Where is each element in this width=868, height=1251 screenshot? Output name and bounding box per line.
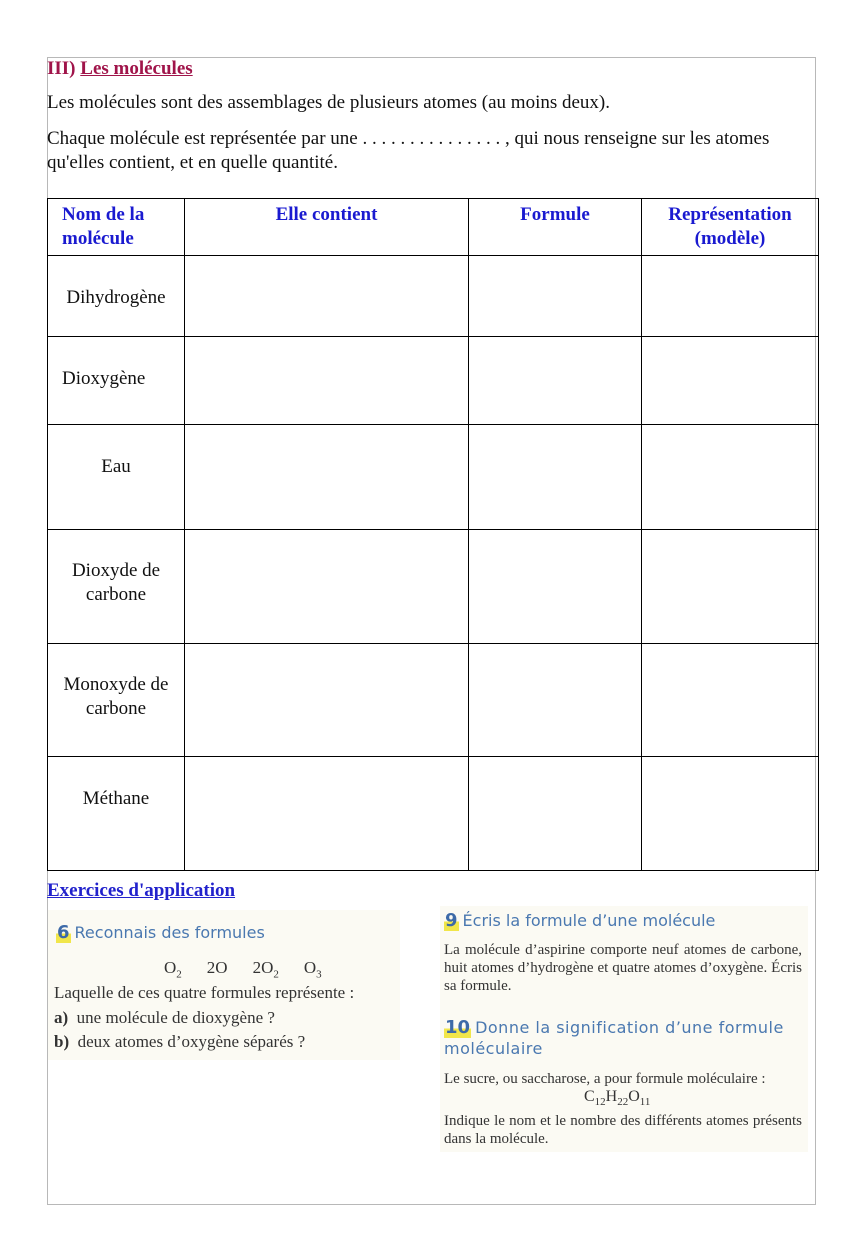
cell-contient[interactable] [185, 530, 469, 644]
cell-representation[interactable] [642, 530, 819, 644]
formula: $O_3$ [303, 958, 322, 981]
cell-contient[interactable] [185, 425, 469, 530]
molecule-name: Monoxyde de carbone [63, 674, 169, 719]
question-item: a) une molécule de dioxygène ? [54, 1008, 275, 1027]
cell-representation[interactable] [642, 425, 819, 530]
header-nom: Nom de la molécule [48, 199, 185, 256]
cell-contient[interactable] [185, 757, 469, 871]
exercise-number: 10 [445, 1017, 471, 1038]
formula: 2O [206, 958, 228, 977]
formula: $O_2$ [164, 958, 182, 981]
cell-formule[interactable] [469, 757, 642, 871]
formula-list [164, 958, 322, 980]
row-name [48, 256, 185, 337]
intro-line-1: Les molécules sont des assemblages de plusieurs atomes (au moins deux). [47, 92, 611, 113]
cell-representation[interactable] [642, 757, 819, 871]
cell-formule[interactable] [469, 256, 642, 337]
section-title [47, 58, 193, 80]
exercise-number: 6 [57, 922, 70, 943]
table-row [48, 425, 819, 530]
row-name [48, 757, 185, 871]
molecule-name: Dioxygène [62, 368, 146, 389]
exercise-6 [48, 910, 400, 1060]
cell-contient[interactable] [185, 256, 469, 337]
table-row [48, 757, 819, 871]
table-row [48, 256, 819, 337]
exercise-title: Donne la signification d’une formule moléculaire [444, 1018, 784, 1058]
table-header-row [48, 199, 819, 256]
molecule-name: Eau [101, 456, 131, 477]
exercise-9-10 [440, 906, 808, 1152]
table-row [48, 337, 819, 425]
table-row [48, 530, 819, 644]
exercise-number: 9 [445, 910, 458, 931]
cell-representation[interactable] [642, 644, 819, 757]
exercise-text: Indique le nom et le nombre des différents atomes présents dans la molécule. [444, 1113, 802, 1147]
cell-formule[interactable] [469, 337, 642, 425]
cell-contient[interactable] [185, 337, 469, 425]
header-formule: Formule [469, 199, 642, 256]
exercise-question: Laquelle de ces quatre formules représente : [54, 983, 355, 1002]
cell-formule[interactable] [469, 425, 642, 530]
cell-formule[interactable] [469, 530, 642, 644]
question-item: b) deux atomes d’oxygène séparés ? [54, 1032, 306, 1051]
header-representation: Représentation (modèle) [642, 199, 819, 256]
section-title-text: Les molécules [80, 58, 193, 79]
molecule-name: Dihydrogène [66, 287, 166, 308]
cell-formule[interactable] [469, 644, 642, 757]
row-name [48, 337, 185, 425]
exercises-heading: Exercices d'application [47, 880, 236, 901]
section-number: III) [47, 58, 76, 79]
exercise-title: Écris la formule d’une molécule [462, 911, 716, 930]
row-name [48, 530, 185, 644]
molecules-table [47, 198, 819, 871]
intro-line-2: Chaque molécule est représentée par une . . . . . . . . . . . . . . . , qui nous renseigne sur les atomes qu'elles contient, et en quelle quantité. [47, 128, 770, 173]
sucrose-formula: $C_{12}H_{22}O_{11}$ [584, 1088, 651, 1109]
row-name [48, 425, 185, 530]
exercise-text: Le sucre, ou saccharose, a pour formule moléculaire : [444, 1071, 766, 1087]
formula: $2O_2$ [252, 958, 279, 981]
exercise-text: La molécule d’aspirine comporte neuf atomes de carbone, huit atomes d’hydrogène et quatre atomes d’oxygène. Écris sa formule. [444, 942, 802, 994]
molecule-name: Méthane [82, 788, 150, 809]
cell-contient[interactable] [185, 644, 469, 757]
header-contient: Elle contient [185, 199, 469, 256]
table-row [48, 644, 819, 757]
molecule-name: Dioxyde de carbone [71, 560, 161, 605]
cell-representation[interactable] [642, 337, 819, 425]
exercise-title: Reconnais des formules [74, 923, 265, 942]
row-name [48, 644, 185, 757]
cell-representation[interactable] [642, 256, 819, 337]
